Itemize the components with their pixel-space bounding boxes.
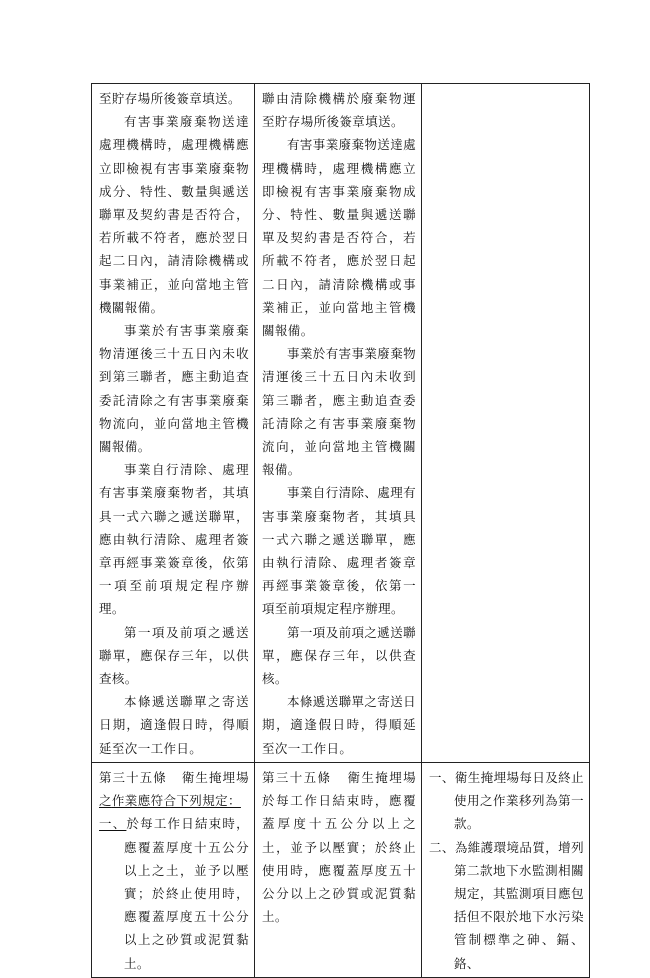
paragraph: 本條遞送聯單之寄送日期，適逢假日時，得順延至次一工作日。 [262,694,417,756]
underlined-text: 作業應符合下列規定： [111,793,241,809]
item-number: 一、 [99,816,127,832]
paragraph: 有害事業廢棄物送達處理機構時，處理機構應立即檢視有害事業廢棄物成分、特性、數量與遞送聯單及契約書是否符合，若所載不符者，應於翌日起二日內，請清除機構或事業補正，並向當地主管機關報備。 [99,114,249,315]
paragraph: 事業於有害事業廢棄物清運後三十五日內未收到第三聯者，應主動追查委託清除之有害事業廢棄物流向，並向當地主管機關報備。 [262,346,417,478]
paragraph: 第一項及前項之遞送聯單，應保存三年，以供查核。 [262,624,417,687]
explanation-article-cell [422,762,590,977]
article-lead: 衛生掩埋場 [181,769,249,785]
paragraph: 事業於有害事業廢棄物清運後三十五日內未收到第三聯者，應主動追查委託清除之有害事業廢棄物流向，並向當地主管機關報備。 [99,323,249,455]
underlined-text: 之 [99,793,112,809]
article-number: 第三十五條 [99,769,167,785]
current-text-cell [255,84,422,763]
list-item: 一、衛生掩埋場每日及終止使用之作業移列為第一款。 [429,769,584,832]
amended-text-cell [92,84,255,763]
paragraph: 第一項及前項之遞送聯單，應保存三年，以供查核。 [99,624,249,687]
article-text: 衛生掩埋場於每工作日結束時，應覆蓋厚度十五公分以上之土，並予以壓實；於終止使用時，應覆蓋厚度五十公分以上之砂質或泥質黏土。 [262,769,416,925]
paragraph: 本條遞送聯單之寄送日期，適逢假日時，得順延至次一工作日。 [99,694,249,756]
paragraph: 事業自行清除、處理有害事業廢棄物者，其填具一式六聯之遞送聯單，應由執行清除、處理者簽章再經事業簽章後，依第一項至前項規定程序辦理。 [99,462,249,617]
article-heading [99,766,249,812]
list-item: 二、為維護環境品質，增列第二款地下水監測相關規定，其監測項目應包括但不限於地下水污染管制標準之砷、鎘、鉻、 [429,839,584,971]
paragraph: 至貯存場所後簽章填送。 [99,91,241,106]
paragraph: 聯由清除機構於廢棄物運至貯存場所後簽章填送。 [262,91,416,130]
table-row [92,762,590,977]
current-article-cell [255,762,422,977]
article-body [262,766,416,928]
explanation-cell [422,84,590,763]
paragraph: 有害事業廢棄物送達處理機構時，處理機構應立即檢視有害事業廢棄物成分、特性、數量與遞送聯單及契約書是否符合，若所載不符者，應於翌日起二日內，請清除機構或事業補正，並向當地主管機關報備。 [262,137,417,339]
comparison-table [91,83,590,978]
list-item [99,812,249,974]
item-text: 於每工作日結束時，應覆蓋厚度十五公分以上之土，並予以壓實；於終止使用時，應覆蓋厚度五十公分以上之砂質或泥質黏土。 [124,816,249,971]
paragraph: 事業自行清除、處理有害事業廢棄物者，其填具一式六聯之遞送聯單，應由執行清除、處理者簽章再經事業簽章後，依第一項至前項規定程序辦理。 [262,485,417,617]
table-row [92,84,590,763]
amended-article-cell [92,762,255,977]
article-number: 第三十五條 [262,769,332,785]
